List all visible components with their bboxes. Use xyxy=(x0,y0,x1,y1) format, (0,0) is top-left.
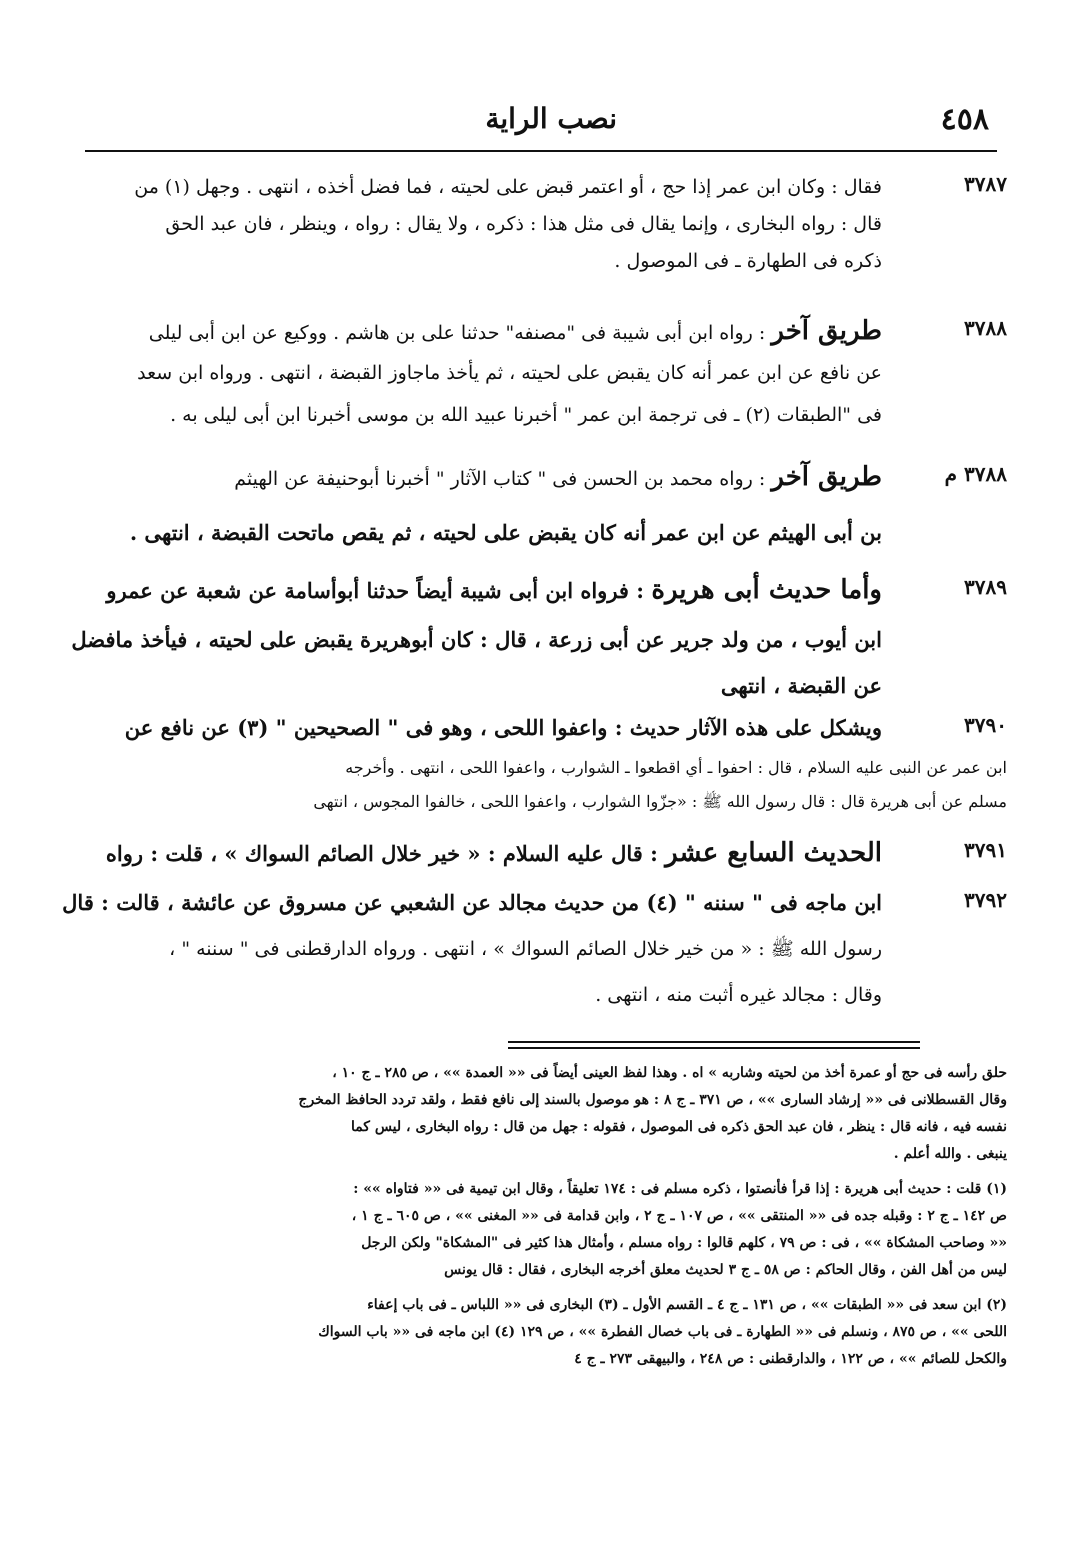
section-lead: وأما حديث أبى هريرة xyxy=(651,575,882,605)
footnote-line: ينبغى . والله أعلم . xyxy=(893,1146,1007,1162)
entry-line xyxy=(0,316,882,348)
section-lead: طريق آخر xyxy=(771,462,882,492)
section-lead: طريق آخر xyxy=(771,316,882,346)
entry-line: عن القبضة ، انتهى xyxy=(720,673,882,698)
entry-line: ذكره فى الطهارة ـ فى الموصول . xyxy=(614,250,882,272)
hadith-entry-3791 xyxy=(0,838,1007,882)
footnote-separator xyxy=(508,1041,920,1043)
entry-line: رسول الله ﷺ : « من خير خلال الصائم السواك » ، انتهى . ورواه الدارقطنى فى " سننه " ، xyxy=(169,938,882,960)
hadith-entry-3790 xyxy=(0,713,1007,833)
entry-number: ٣٧٨٨ م xyxy=(944,462,1007,486)
footnotes xyxy=(87,1060,1007,1373)
footnote-line: حلق رأسه فى حج أو عمرة أخذ من لحيته وشاربه » اه . وهذا لفظ العينى أيضاً فى «« العمدة »» ، ص ٢٨٥ ـ ج ١٠ ، xyxy=(332,1065,1007,1081)
footnote-line: اللحى »» ، ص ٨٧٥ ، ونسلم فى «« الطهارة ـ فى باب خصال الفطرة »» ، ص ١٢٩ (٤) ابن ماجه فى «« باب السواك xyxy=(318,1324,1007,1340)
footnote-line: نفسه فيه ، فانه قال : ينظر ، فان عبد الحق ذكره فى الموصول ، فقوله : جهل من قال : رواه البخارى ، ليس كما xyxy=(350,1119,1007,1135)
entry-number: ٣٧٨٨ xyxy=(964,316,1007,340)
entry-line: فقال : وكان ابن عمر إذا حج ، أو اعتمر قبض على لحيته ، فما فضل أخذه ، انتهى . وجهل (١) من xyxy=(134,176,882,198)
hadith-entry-3787 xyxy=(0,172,1007,282)
entry-text: : قال عليه السلام : « خير خلال الصائم السواك » ، قلت : رواه xyxy=(105,841,658,866)
entry-line xyxy=(0,462,882,494)
running-title: نصب الراية xyxy=(485,102,617,135)
footnote-line: وقال القسطلانى فى «« إرشاد السارى »» ، ص ٣٧١ ـ ج ٨ : هو موصول بالسند إلى نافع فقط ، ولقد تردد الحافظ المخرج xyxy=(298,1092,1007,1108)
hadith-entry-3789 xyxy=(0,575,1007,705)
entry-number: ٣٧٨٧ xyxy=(964,172,1007,196)
footnote-line: «« وصاحب المشكاة »» ، فى : ص ٧٩ ، كلهم قالوا : رواه مسلم ، وأمثال هذا كثير فى "المشكاة" ولكن الرجل xyxy=(361,1235,1007,1251)
entry-number: ٣٧٩١ xyxy=(964,838,1007,862)
entry-number: ٣٧٩٢ xyxy=(964,888,1007,912)
section-lead: الحديث السابع عشر xyxy=(665,838,882,868)
hadith-entry-3788m xyxy=(0,462,1007,562)
footnote-line: ليس من أهل الفن ، وقال الحاكم : ص ٥٨ ـ ج ٣ لحديث معلق أخرجه البخارى ، فقال : قال يونس xyxy=(444,1262,1007,1278)
hadith-entry-3788 xyxy=(0,316,1007,456)
entry-line: بن أبى الهيثم عن ابن عمر أنه كان يقبض على لحيته ، ثم يقص ماتحت القبضة ، انتهى . xyxy=(129,520,882,545)
page-number: ٤٥٨ xyxy=(940,102,989,137)
footnote-separator xyxy=(508,1047,920,1049)
entry-line: ابن عمر عن النبى عليه السلام ، قال : احفوا ـ أي اقطعوا ـ الشوارب ، واعفوا اللحى ، انتهى . وأخرجه xyxy=(345,758,1007,777)
entry-line: ويشكل على هذه الآثار حديث : واعفوا اللحى ، وهو فى " الصحيحين " (٣) عن نافع عن xyxy=(124,715,882,740)
footnote-line: (١) قلت : حديث أبى هريرة : إذا قرأ فأنصتوا ، ذكره مسلم فى : ١٧٤ تعليقاً ، وقال ابن تيمية فى «« فتاواه »» : xyxy=(353,1181,1007,1197)
entry-line: وقال : مجالد غيره أثبت منه ، انتهى . xyxy=(595,984,882,1006)
entry-text: : رواه محمد بن الحسن فى " كتاب الآثار " أخبرنا أبوحنيفة عن الهيثم xyxy=(234,468,766,490)
entry-line: فى "الطبقات (٢) ـ فى ترجمة ابن عمر " أخبرنا عبيد الله بن موسى أخبرنا ابن أبى ليلى به . xyxy=(170,404,882,426)
hadith-entry-3792 xyxy=(0,888,1007,1028)
entry-number: ٣٧٩٠ xyxy=(964,713,1007,737)
entry-text: : رواه ابن أبى شيبة فى "مصنفه" حدثنا على بن هاشم . ووكيع عن ابن أبى ليلى xyxy=(148,322,766,344)
footnote-line: ص ١٤٢ ـ ج ٢ : وقبله جده فى «« المنتقى »» ، ص ١٠٧ ـ ج ٢ ، وابن قدامة فى «« المغنى »» ، ص ٦٠٥ ـ ج ١ ، xyxy=(351,1208,1007,1224)
entry-number: ٣٧٨٩ xyxy=(964,575,1007,599)
entry-line: قال : رواه البخارى ، وإنما يقال فى مثل هذا : ذكره ، ولا يقال : رواه ، وينظر ، فان عبد الحق xyxy=(165,213,882,235)
footnote-line: (٢) ابن سعد فى «« الطبقات »» ، ص ١٣١ ـ ج ٤ ـ القسم الأول ـ (٣) البخارى فى «« اللباس ـ فى باب إعفاء xyxy=(367,1297,1007,1313)
entry-line: عن نافع عن ابن عمر أنه كان يقبض على لحيته ، ثم يأخذ ماجاوز القبضة ، انتهى . ورواه ابن سعد xyxy=(137,362,882,384)
entry-line: مسلم عن أبى هريرة قال : قال رسول الله ﷺ : «جزّوا الشوارب ، واعفوا اللحى ، خالفوا المجوس ، انتهى xyxy=(313,792,1007,811)
footnote-line: والكحل للصائم »» ، ص ١٢٢ ، والدارقطنى : ص ٢٤٨ ، والبيهقى ٢٧٣ ـ ج ٤ xyxy=(574,1351,1007,1367)
entry-line: ابن أيوب ، من ولد جرير عن أبى زرعة ، قال : كان أبوهريرة يقبض على لحيته ، فيأخذ مافضل xyxy=(71,627,882,652)
entry-line: ابن ماجه فى " سننه " (٤) من حديث مجالد عن الشعبي عن مسروق عن عائشة ، قالت : قال xyxy=(62,890,882,915)
entry-line xyxy=(0,838,882,869)
page-header xyxy=(85,98,997,152)
entry-line xyxy=(0,575,882,606)
entry-text: : فرواه ابن أبى شيبة أيضاً حدثنا أبوأسامة عن شعبة عن عمرو xyxy=(106,578,645,603)
